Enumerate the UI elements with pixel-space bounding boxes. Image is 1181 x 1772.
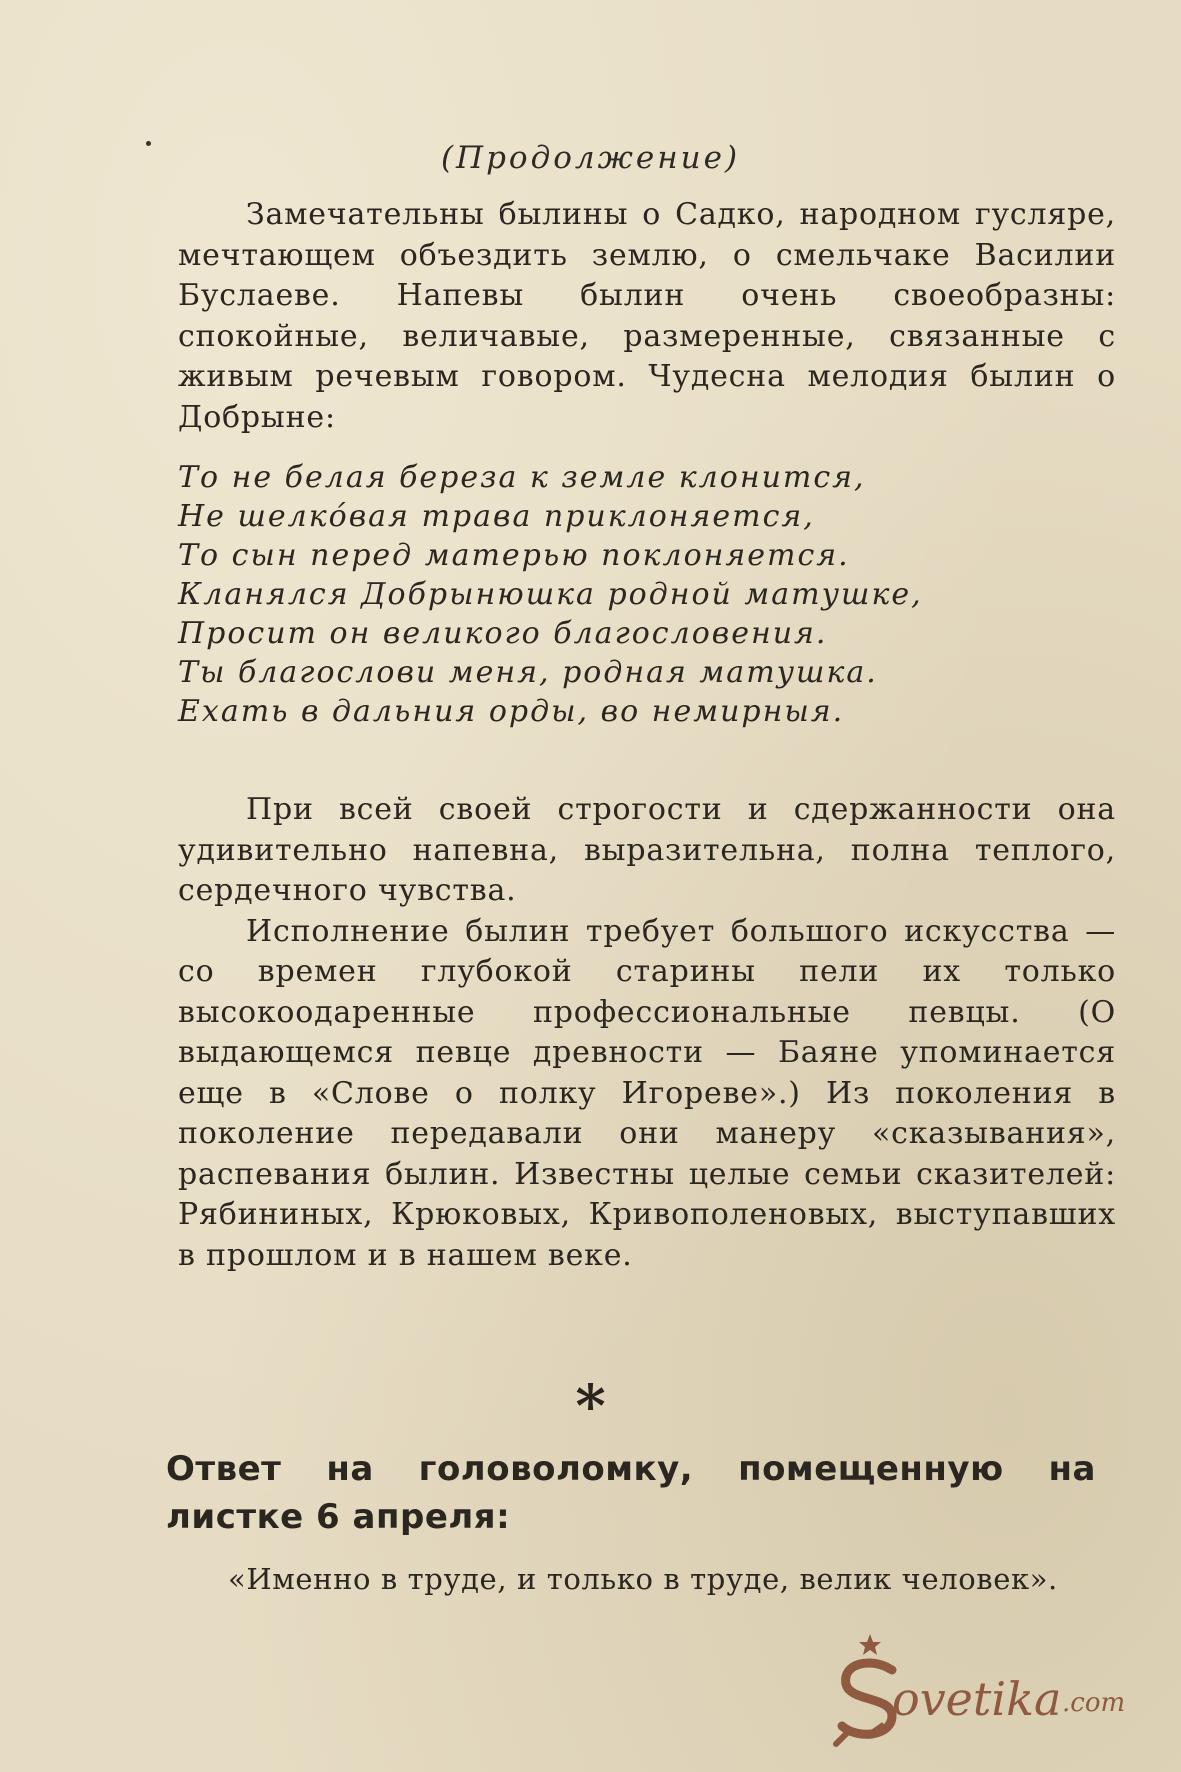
verse-line-6: Ты благослови меня, родная матушка. — [178, 655, 878, 690]
intro-section — [178, 195, 1116, 438]
verse-line-2: Не шелкóвая трава приклоняется, — [178, 499, 815, 534]
verse-line-1: То не белая береза к земле клонится, — [178, 460, 866, 495]
section-separator: * — [575, 1372, 606, 1440]
watermark-domain: .com — [1062, 1688, 1126, 1718]
answer-section — [176, 1560, 1094, 1598]
verse-line-4: Кланялся Добрынюшка родной матушке, — [178, 577, 923, 612]
verse-line-5: Просит он великого благословения. — [178, 616, 828, 651]
sovetika-watermark — [830, 1630, 1150, 1750]
paragraph-2: При всей своей строгости и сдержанности она удивительно напевна, выразительна, полна теплого, сердечного чувства. — [178, 792, 1116, 908]
watermark-name: ovetika — [892, 1672, 1062, 1726]
verse-line-3: То сын перед матерью поклоняется. — [178, 538, 850, 573]
body-section — [178, 790, 1116, 1276]
answer-title-line-2: листке 6 апреля: — [166, 1497, 511, 1537]
paragraph-3: Исполнение былин требует большого искусства — со времен глубокой старины пели их только высокоодаренные профессиональные певцы. (О выдающемся певце древности — Баяне упоминается еще в «Слове о полку Игореве».) Из поколения в поколение передавали они манеру «сказывания», распевания былин. Известны целые семьи сказителей: Рябининых, Крюковых, Кривополеновых, выступавших в прошлом и в нашем веке. — [178, 913, 1116, 1273]
bylina-verse — [178, 458, 1118, 731]
answer-text: «Именно в труде, и только в труде, велик человек». — [228, 1562, 1058, 1596]
answer-title-line-1: Ответ на головоломку, помещенную на — [166, 1449, 1096, 1489]
intro-paragraph: Замечательны былины о Садко, народном гусляре, мечтающем объездить землю, о смельчаке Василии Буслаеве. Напевы былин очень своеобразны: спокойные, величавые, размеренные, связанные с живым речевым говором. Чудесна мелодия былин о Добрыне: — [178, 197, 1116, 435]
continuation-heading: (Продолжение) — [440, 140, 741, 176]
verse-line-7: Ехать в дальния орды, во немирныя. — [178, 694, 845, 729]
